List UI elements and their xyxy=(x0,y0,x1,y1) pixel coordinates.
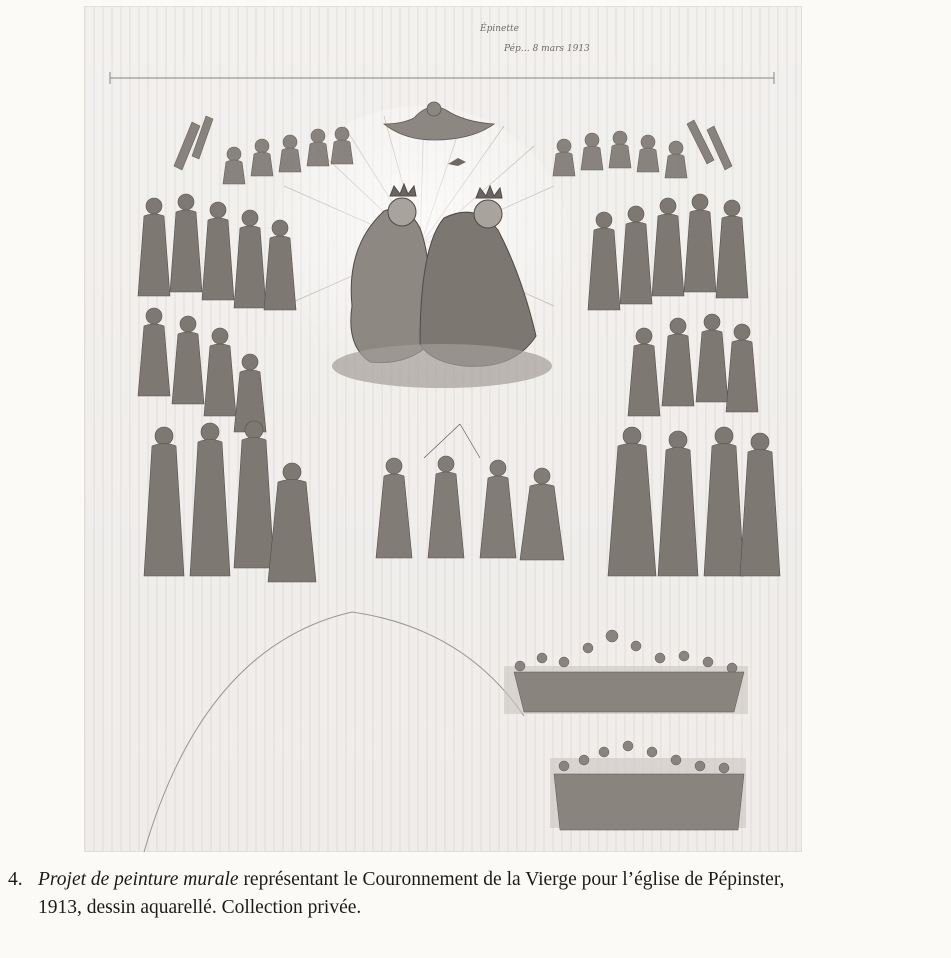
right-angels-and-saints xyxy=(553,120,780,576)
lower-angels-group xyxy=(376,424,564,560)
bleed-through-text xyxy=(780,20,951,260)
mural-drawing-plate xyxy=(84,6,802,852)
predella-scene-upper xyxy=(504,630,748,714)
figure-number: 4. xyxy=(8,869,23,890)
pencil-annotation-1: Épinette xyxy=(480,24,519,34)
predella-scene-lower xyxy=(550,741,746,830)
pencil-annotation-2: Pép… 8 mars 1913 xyxy=(504,44,590,54)
figure-caption xyxy=(8,866,948,922)
caption-title: Projet de peinture murale xyxy=(38,869,239,890)
caption-text-2: 1913, dessin aquarellé. Collection privée. xyxy=(38,897,362,918)
arch-outline xyxy=(144,612,524,852)
coronation-drawing xyxy=(84,6,802,852)
caption-text-1: représentant le Couronnement de la Vierge pour l’église de Pépinster, xyxy=(238,869,785,890)
